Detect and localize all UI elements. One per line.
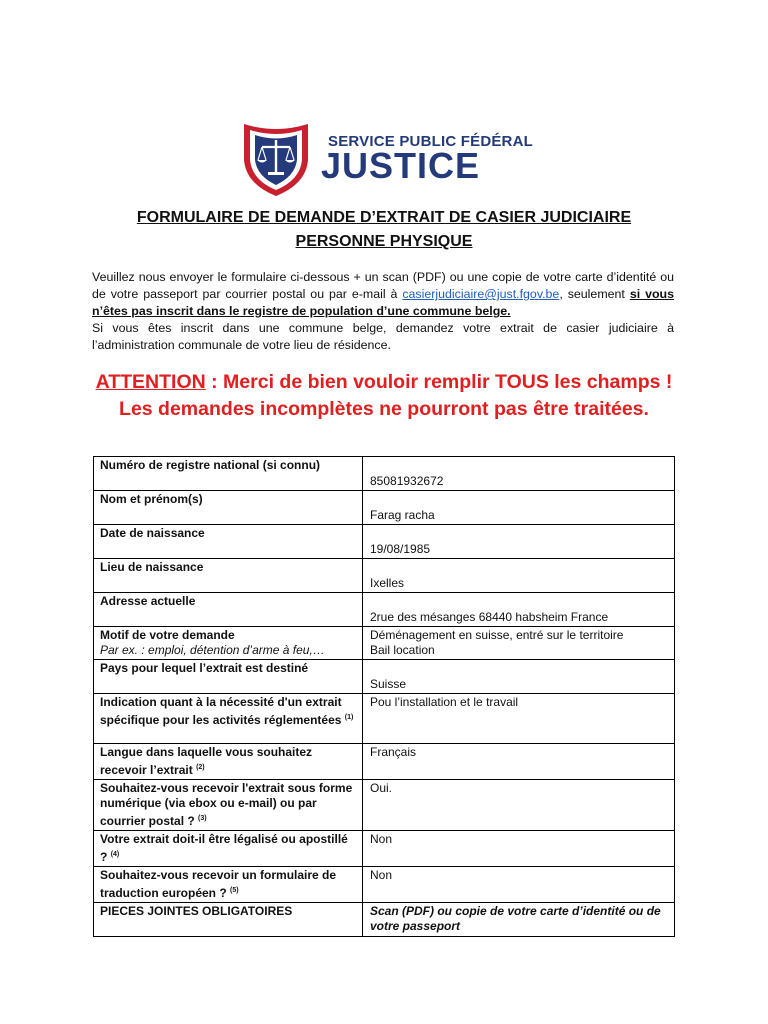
field-label-text: Votre extrait doit-il être légalisé ou apostillé ? [100, 832, 348, 864]
field-value-text: Non [370, 868, 393, 882]
field-value-line: Déménagement en suisse, entré sur le territoire [370, 628, 624, 642]
field-value[interactable] [363, 525, 675, 559]
field-value[interactable] [363, 694, 675, 744]
intro-text: Veuillez nous envoyer le formulaire ci-dessous + un scan (PDF) ou une copie de votre carte d’identité ou de votre passeport par courrier postal ou par e-mail à [92, 270, 674, 301]
field-value[interactable] [363, 491, 675, 525]
table-row [94, 559, 675, 593]
table-row [94, 660, 675, 694]
footnote-ref: (2) [196, 764, 205, 771]
field-value[interactable] [363, 780, 675, 831]
field-value-text: 85081932672 [370, 474, 444, 488]
field-value-text: 2rue des mésanges 68440 habsheim France [370, 610, 609, 624]
table-row [94, 780, 675, 831]
field-label: Lieu de naissance [94, 559, 363, 593]
attention-label: ATTENTION [95, 371, 206, 393]
form-subtitle: PERSONNE PHYSIQUE [295, 233, 473, 250]
field-label: Numéro de registre national (si connu) [94, 457, 363, 491]
intro-second-paragraph: Si vous êtes inscrit dans une commune belge, demandez votre extrait de casier judiciaire à l’administration communale de votre lieu de résidence. [92, 321, 674, 352]
field-label: Date de naissance [94, 525, 363, 559]
form-title: FORMULAIRE DE DEMANDE D’EXTRAIT DE CASIER JUDICIAIRE [136, 209, 632, 226]
table-row [94, 831, 675, 867]
intro-paragraph [92, 269, 674, 354]
field-value-text: Non [370, 832, 393, 846]
field-value[interactable] [363, 660, 675, 694]
spf-justice-logo [240, 120, 540, 198]
field-value-text: Oui. [370, 781, 393, 795]
field-label: Adresse actuelle [94, 593, 363, 627]
field-value-text: Farag racha [370, 508, 435, 522]
footnote-ref: (5) [230, 887, 239, 894]
table-row [94, 593, 675, 627]
field-value[interactable] [363, 831, 675, 867]
field-label [94, 831, 363, 867]
table-row [94, 867, 675, 903]
footnote-ref: (4) [110, 851, 120, 858]
field-value-text: 19/08/1985 [370, 542, 431, 556]
brand-subtitle: SERVICE PUBLIC FÉDÉRAL [328, 133, 533, 150]
table-row [94, 627, 675, 660]
table-row [94, 903, 675, 937]
field-label [94, 744, 363, 780]
field-value[interactable] [363, 559, 675, 593]
intro-condition: si vous n’êtes pas inscrit dans le registre de population d’une commune belge. [92, 287, 674, 318]
field-value[interactable] [363, 457, 675, 491]
footnote-ref: (1) [344, 714, 354, 721]
field-value[interactable] [363, 744, 675, 780]
field-value[interactable] [363, 593, 675, 627]
field-label: Nom et prénom(s) [94, 491, 363, 525]
field-label-text: Langue dans laquelle vous souhaitez recevoir l’extrait [100, 745, 313, 777]
field-label: Pays pour lequel l’extrait est destiné [94, 660, 363, 694]
table-row [94, 744, 675, 780]
field-value[interactable] [363, 627, 675, 660]
table-row [94, 694, 675, 744]
field-label-text: Souhaitez-vous recevoir un formulaire de traduction européen ? [100, 868, 337, 900]
brand-title: JUSTICE [321, 145, 481, 186]
intro-text-middle: , seulement [559, 287, 630, 301]
field-label [94, 627, 363, 660]
field-value-text: Pou l’installation et le travail [370, 695, 519, 709]
request-form-table [93, 456, 675, 937]
table-row [94, 525, 675, 559]
field-label [94, 694, 363, 744]
field-value-text: Français [370, 745, 417, 759]
field-value-text: Ixelles [370, 576, 405, 590]
field-example: Par ex. : emploi, détention d’arme à feu,… [100, 643, 325, 657]
attention-text: : Merci de bien vouloir remplir TOUS les champs ! Les demandes incomplètes ne pourront pas être traitées. [119, 371, 673, 420]
field-label: PIECES JOINTES OBLIGATOIRES [94, 903, 363, 937]
table-row [94, 491, 675, 525]
email-link[interactable]: casierjudiciaire@just.fgov.be [402, 287, 560, 301]
field-label [94, 780, 363, 831]
attention-notice [86, 369, 682, 423]
field-label [94, 867, 363, 903]
field-value-line: Bail location [370, 643, 435, 657]
field-value-text: Suisse [370, 677, 407, 691]
field-value[interactable] [363, 867, 675, 903]
field-label-text: Souhaitez-vous recevoir l'extrait sous forme numérique (via ebox ou e-mail) ou par courrier postal ? [100, 781, 353, 828]
field-label-text: Motif de votre demande [100, 628, 235, 642]
field-label-text: Indication quant à la nécessité d'un extrait spécifique pour les activités réglementées [100, 695, 342, 727]
table-row [94, 457, 675, 491]
field-value: Scan (PDF) ou copie de votre carte d’identité ou de votre passeport [363, 903, 675, 937]
shield-scales-icon [240, 120, 312, 198]
footnote-ref: (3) [198, 815, 207, 822]
